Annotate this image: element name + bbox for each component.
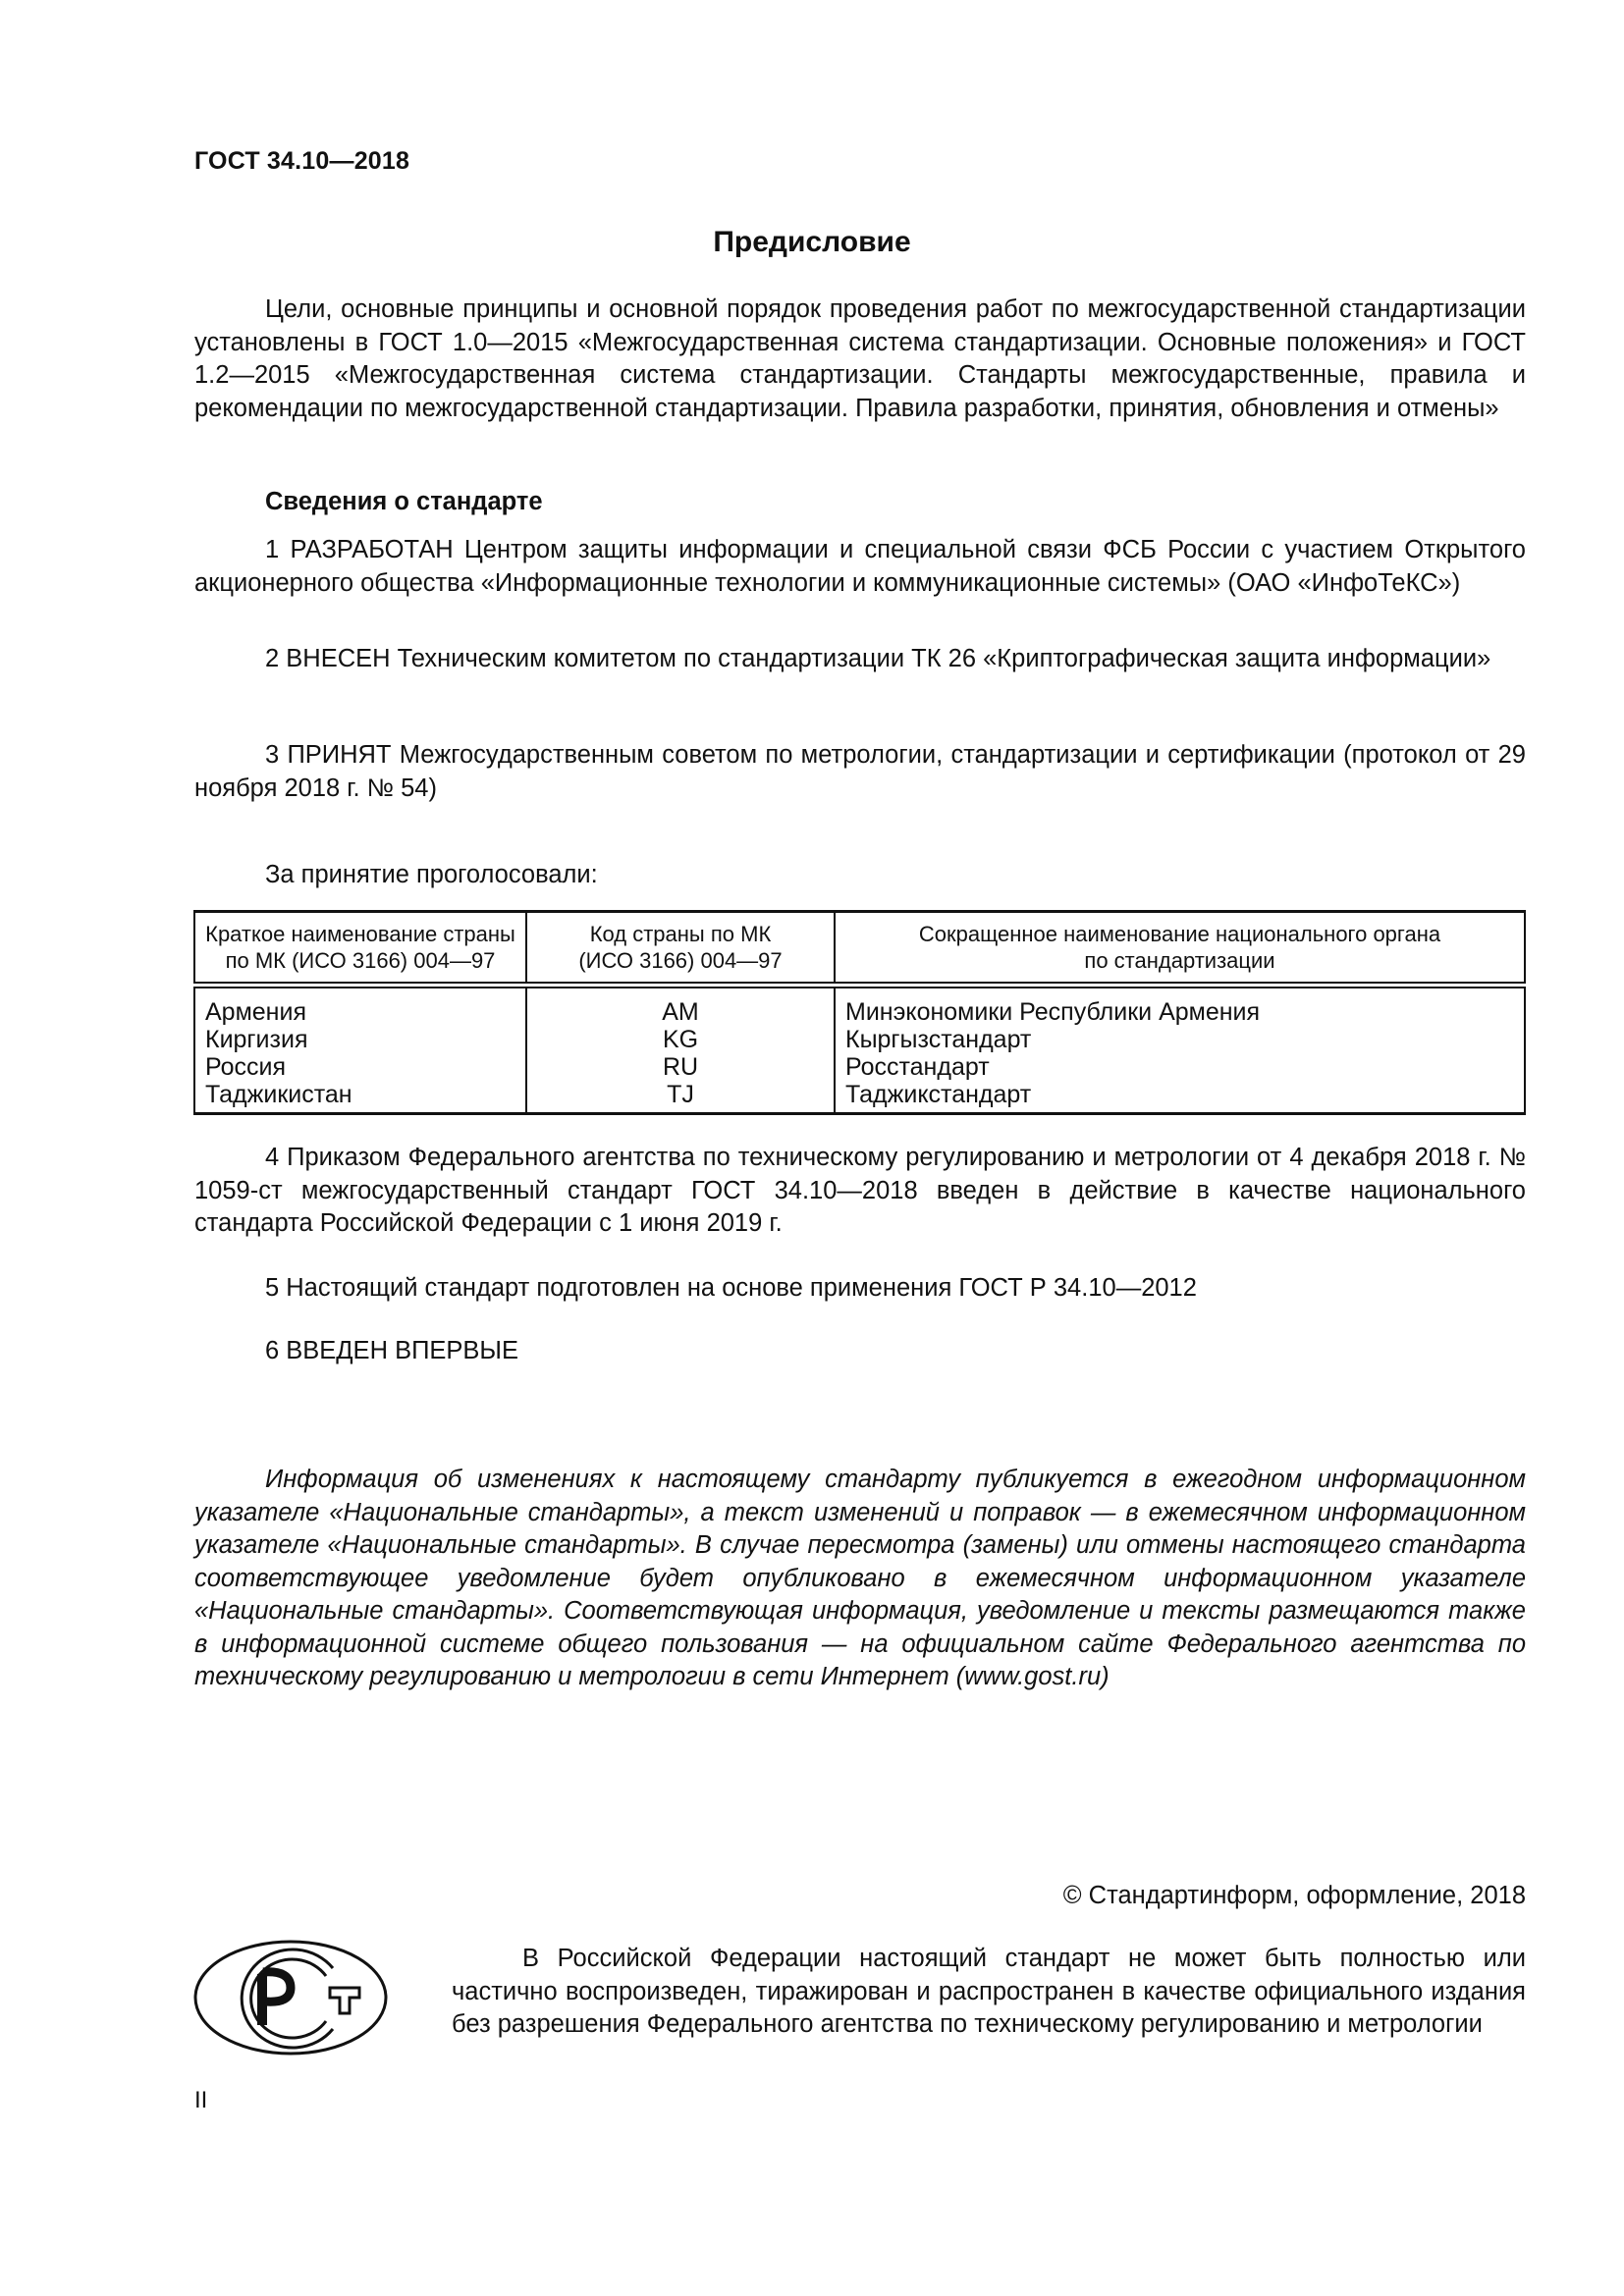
- country-name: Таджикистан: [205, 1081, 352, 1108]
- country-code: AM: [662, 998, 699, 1026]
- info-item-text: 6 ВВЕДЕН ВПЕРВЫЕ: [265, 1337, 519, 1364]
- info-item-2: [194, 643, 1526, 676]
- document-code: ГОСТ 34.10—2018: [194, 147, 410, 175]
- section-heading: Сведения о стандарте: [265, 488, 543, 515]
- country-code: KG: [662, 1026, 699, 1053]
- country-code: TJ: [667, 1081, 694, 1108]
- page-title: Предисловие: [713, 226, 911, 258]
- info-item-text: 3 ПРИНЯТ Межгосударственным советом по метрологии, стандартизации и сертификации (протокол от 29 ноября 2018 г. № 54): [194, 741, 1526, 802]
- header-line: Сокращенное наименование национального органа: [918, 922, 1441, 946]
- header-line: по стандартизации: [1084, 948, 1275, 973]
- vote-label: За принятие проголосовали:: [265, 861, 598, 888]
- info-item-6: [194, 1335, 1526, 1368]
- column-header-code: [526, 912, 835, 986]
- national-body-name: Росстандарт: [845, 1053, 990, 1081]
- country-cell: [194, 986, 526, 1114]
- national-body-name: Минэкономики Республики Армения: [845, 998, 1261, 1026]
- info-item-text: 2 ВНЕСЕН Техническим комитетом по стандартизации ТК 26 «Криптографическая защита информации»: [265, 645, 1491, 672]
- national-body-name: Таджикстандарт: [845, 1081, 1032, 1108]
- code-cell: [526, 986, 835, 1114]
- country-name: Киргизия: [205, 1026, 308, 1053]
- copyright-line: © Стандартинформ, оформление, 2018: [1062, 1882, 1526, 1909]
- country-name: Россия: [205, 1053, 286, 1081]
- page-number: II: [194, 2087, 208, 2113]
- header-line: Краткое наименование страны: [205, 922, 515, 946]
- national-body-name: Кыргызстандарт: [845, 1026, 1032, 1053]
- country-name: Армения: [205, 998, 306, 1026]
- info-item-text: 4 Приказом Федерального агентства по техническому регулированию и метрологии от 4 декабря 2018 г. № 1059-ст межгосударственный стандарт ГОСТ 34.10—2018 введен в действие в качестве национального стандарта Российской Федерации с 1 июня 2019 г.: [194, 1144, 1526, 1237]
- rights-text: В Российской Федерации настоящий стандарт не может быть полностью или частично воспроизведен, тиражирован и распространен в качестве официального издания без разрешения Федерального агентства по техническому регулированию и метрологии: [452, 1945, 1526, 2038]
- voting-countries-table: [193, 910, 1526, 1115]
- intro-text: Цели, основные принципы и основной порядок проведения работ по межгосударственной стандартизации установлены в ГОСТ 1.0—2015 «Межгосударственная система стандартизации. Основные положения» и ГОСТ 1.2—2015 «Межгосударственная система стандартизации. Стандарты межгосударственные, правила и рекомендации по межгосударственной стандартизации. Правила разработки, принятия, обновления и отмены»: [194, 295, 1526, 422]
- header-line: (ИСО 3166) 004—97: [578, 948, 783, 973]
- country-code: RU: [662, 1053, 699, 1081]
- info-item-text: 5 Настоящий стандарт подготовлен на основе применения ГОСТ Р 34.10—2012: [265, 1274, 1197, 1302]
- info-item-text: 1 РАЗРАБОТАН Центром защиты информации и специальной связи ФСБ России с участием Открытого акционерного общества «Информационные технологии и коммуникационные системы» (ОАО «ИнфоТеКС»): [194, 536, 1526, 597]
- info-item-1: [194, 534, 1526, 600]
- header-line: Код страны по МК: [589, 922, 772, 946]
- column-header-country: [194, 912, 526, 986]
- info-item-3: [194, 739, 1526, 805]
- info-item-4: [194, 1142, 1526, 1241]
- column-header-national-body: [835, 912, 1525, 986]
- national-body-cell: [835, 986, 1525, 1114]
- amendments-notice: [194, 1464, 1526, 1694]
- header-line: по МК (ИСО 3166) 004—97: [225, 948, 496, 973]
- reproduction-rights-notice: [452, 1943, 1526, 2042]
- gost-r-logo-icon: [192, 1939, 389, 2058]
- table-header-row: [194, 912, 1525, 986]
- table-row: [194, 986, 1525, 1114]
- intro-paragraph: [194, 294, 1526, 425]
- info-item-5: [194, 1272, 1526, 1306]
- notice-text: Информация об изменениях к настоящему стандарту публикуется в ежегодном информационном указателе «Национальные стандарты», а текст изменений и поправок — в ежемесячном информационном указателе «Национальные стандарты». В случае пересмотра (замены) или отмены настоящего стандарта соответствующее уведомление будет опубликовано в ежемесячном информационном указателе «Национальные стандарты». Соответствующая информация, уведомление и тексты размещаются также в информационной системе общего пользования — на официальном сайте Федерального агентства по техническому регулированию и метрологии в сети Интернет (www.gost.ru): [194, 1466, 1526, 1690]
